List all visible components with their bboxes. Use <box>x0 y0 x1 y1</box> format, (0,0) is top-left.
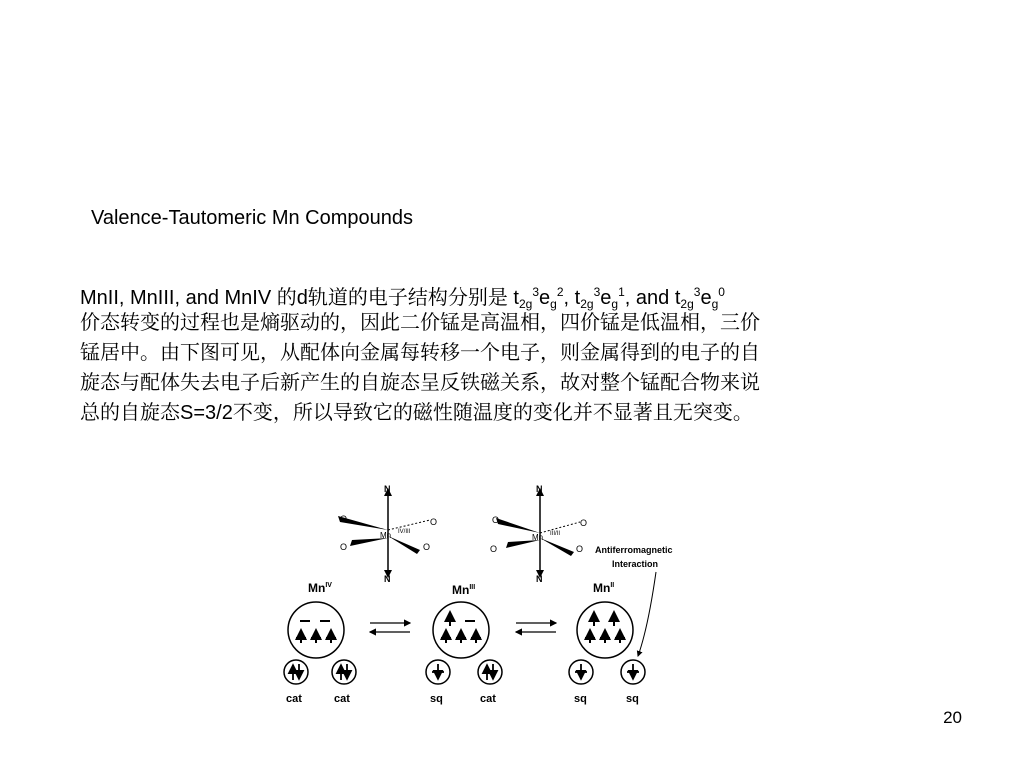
ligand-label-3a: sq <box>574 693 587 705</box>
paragraph-line-5: 总的自旋态S=3/2不变，所以导致它的磁性随温度的变化并不显著且无突变。 <box>80 400 753 424</box>
state-2-label: $Mn^{III}$ <box>452 583 476 597</box>
left-o-3: O <box>430 517 438 527</box>
ligand-arrows <box>293 664 639 680</box>
left-ox: IV/III <box>398 529 411 535</box>
state-3-label: $Mn^{II}$ <box>593 581 615 595</box>
right-n-bottom: N <box>536 574 543 584</box>
right-n-top: N <box>536 484 543 494</box>
right-o-1: O <box>492 515 500 525</box>
ligand-label-3b: sq <box>626 693 639 705</box>
orbitals-1 <box>296 621 336 643</box>
right-o-4: O <box>576 544 584 554</box>
left-mn: Mn <box>380 531 392 540</box>
ligand-label-2b: cat <box>480 693 496 705</box>
ligand-circles <box>284 660 645 684</box>
left-n-bottom: N <box>384 574 391 584</box>
equilibrium-arrows-1 <box>370 623 410 632</box>
orbitals-3 <box>585 612 625 643</box>
complex-right <box>490 484 587 584</box>
left-o-1: O <box>340 514 348 524</box>
right-mn: Mn <box>532 533 544 542</box>
paragraph-line-2: 价态转变的过程也是熵驱动的，因此二价锰是高温相，四价锰是低温相，三价 <box>80 310 760 334</box>
ligand-label-2a: sq <box>430 693 443 705</box>
equilibrium-arrows-2 <box>516 623 556 632</box>
left-o-2: O <box>340 542 348 552</box>
ligand-label-1b: cat <box>334 693 350 705</box>
page-number: 20 <box>943 708 962 727</box>
right-o-2: O <box>490 544 498 554</box>
left-o-4: O <box>423 542 431 552</box>
right-o-3: O <box>580 518 588 528</box>
slide-title: Valence-Tautomeric Mn Compounds <box>91 207 414 229</box>
paragraph-line-4: 旋态与配体失去电子后新产生的自旋态呈反铁磁关系，故对整个锰配合物来说 <box>80 370 760 394</box>
annotation-line1: Antiferromagnetic <box>595 545 673 555</box>
body-paragraph <box>80 277 960 427</box>
complex-left <box>338 484 437 584</box>
ligand-label-1a: cat <box>286 693 302 705</box>
left-n-top: N <box>384 484 391 494</box>
state-1-label: $Mn^{IV}$ <box>308 581 332 595</box>
paragraph-line-3: 锰居中。由下图可见，从配体向金属每转移一个电子，则金属得到的电子的自 <box>80 340 760 364</box>
annotation-arrow <box>638 572 656 656</box>
orbitals-2 <box>441 612 481 643</box>
right-ox: III/II <box>550 531 561 537</box>
paragraph-line-1: MnII, MnIII, and MnIV 的d轨道的电子结构分别是 $t_{2g}^3e_g^2$, $t_{2g}^3e_g^1$, and $t_{2g}^3e_g^0$ <box>80 285 725 311</box>
valence-tautomerism-figure <box>270 478 720 710</box>
annotation-line2: Interaction <box>612 559 659 569</box>
